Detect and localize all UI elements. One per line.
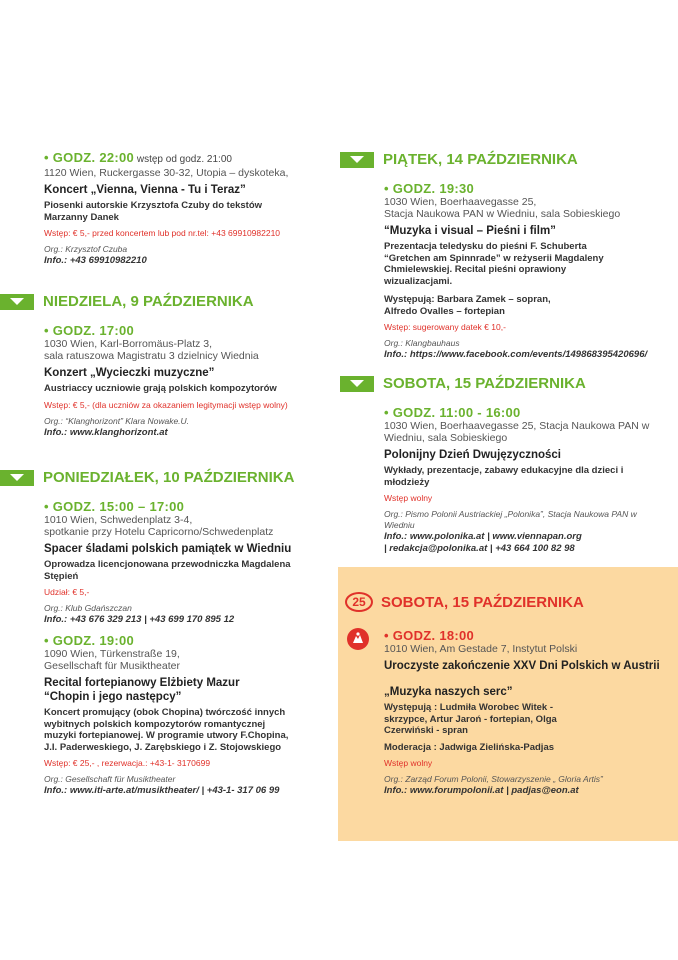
event-address-line1: 1030 Wien, Boerhaavegasse 25, (384, 196, 537, 208)
event-entry-fee: Wstęp: € 25,- , rezerwacja.: +43-1- 3170699 (44, 758, 211, 768)
event-zakonczenie (384, 628, 669, 797)
event-time: • GODZ. 15:00 – 17:00 (44, 499, 185, 514)
event-title: Koncert „Vienna, Vienna - Tu i Teraz” (44, 184, 246, 196)
day-header-sobota (340, 375, 586, 392)
event-entry-fee: Wstęp wolny (384, 493, 433, 503)
event-title: Uroczyste zakończenie XXV Dni Polskich w Austrii (384, 660, 660, 672)
event-address-line2: Gesellschaft für Musiktheater (44, 660, 180, 672)
event-description: Wykłady, prezentacje, zabawy edukacyjne dla dzieci i młodzieży (384, 465, 624, 488)
event-moderator: Moderacja : Jadwiga Zielińska-Padjas (384, 741, 555, 753)
event-info: Info.: +43 676 329 213 | +43 699 170 895 12 (44, 614, 235, 625)
event-organizer: Org.: Klangbauhaus (384, 338, 460, 348)
event-address-line1: 1090 Wien, Türkenstraße 19, (44, 648, 180, 660)
event-info: Info.: +43 69910982210 (44, 255, 147, 266)
event-time: • GODZ. 18:00 (384, 628, 475, 643)
event-info[interactable]: Info.: www.iti-arte.at/musiktheater/ | +43-1- 317 06 99 (44, 785, 280, 796)
event-entry-fee: Wstęp: sugerowany datek € 10,- (384, 322, 506, 332)
event-time: • GODZ. 19:30 (384, 181, 475, 196)
event-description: Oprowadza licencjonowana przewodniczka Magdalena Stępień (44, 559, 291, 582)
triangle-marker-icon (0, 470, 34, 486)
event-address-line1: 1030 Wien, Karl-Borromäus-Platz 3, (44, 338, 213, 350)
event-info[interactable]: Info.: https://www.facebook.com/events/149868395420696/ (384, 349, 648, 360)
event-subtitle: „Muzyka naszych serc” (384, 686, 513, 698)
day-header-label: PIĄTEK, 14 PAŹDZIERNIKA (383, 151, 578, 168)
triangle-marker-icon (340, 152, 374, 168)
day-header-label: SOBOTA, 15 PAŹDZIERNIKA (381, 593, 584, 611)
event-address: 1010 Wien, Am Gestade 7, Instytut Polski (384, 643, 578, 655)
event-time: • GODZ. 22:00 wstęp od godz. 21:00 (44, 150, 232, 165)
event-wycieczki-muzyczne (44, 323, 329, 439)
event-address: 1030 Wien, Boerhaavegasse 25, Stacja Naukowa PAN w Wiedniu, sala Sobieskiego (384, 420, 650, 444)
event-title: “Muzyka i visual – Pieśni i film” (384, 225, 556, 237)
event-address-line2: Stacja Naukowa PAN w Wiedniu, sala Sobieskiego (384, 208, 621, 220)
event-description: Piosenki autorskie Krzysztofa Czuby do tekstów Marzanny Danek (44, 200, 263, 223)
event-description: Prezentacja teledysku do pieśni F. Schuberta “Gretchen am Spinnrade” w reżyserii Magdaleny Chmielewskiej. Recital pieśni oprawiony wizualizacjami. (384, 241, 604, 287)
event-address-line1: 1010 Wien, Schwedenplatz 3-4, (44, 514, 193, 526)
day-header-label: SOBOTA, 15 PAŹDZIERNIKA (383, 375, 586, 392)
event-organizer: Org.: “Klanghorizont” Klara Nowake.U. (44, 415, 190, 426)
triangle-marker-icon (340, 376, 374, 392)
event-performers: Występują : Ludmiła Worobec Witek - skrzypce, Artur Jaroń - fortepian, Olga Czerwiński - spran (384, 702, 557, 736)
event-entry-fee: Wstęp wolny (384, 758, 433, 768)
event-time: • GODZ. 19:00 (44, 633, 135, 648)
event-description: Austriaccy uczniowie grają polskich kompozytorów (44, 383, 277, 394)
event-spacer (44, 499, 329, 626)
festival-logo-icon (347, 628, 369, 650)
event-info[interactable]: Info.: www.forumpolonii.at | padjas@eon.at (384, 785, 579, 796)
event-description: Koncert promujący (obok Chopina) twórczość innych wybitnych polskich kompozytorów romantycznej muzyki fortepianowej. W programie utwory F.Chopina, J.I. Paderweskiego, J. Zarębskiego i Z. Stojowskiego (44, 707, 289, 753)
event-time: • GODZ. 11:00 - 16:00 (384, 405, 521, 420)
event-address: 1120 Wien, Ruckergasse 30-32, Utopia – dyskoteka, (44, 167, 289, 179)
event-organizer: Org.: Zarząd Forum Polonii, Stowarzyszenie „ Gloria Artis” (384, 774, 603, 784)
event-koncert-vienna (44, 150, 329, 267)
event-title: Polonijny Dzień Dwujęzyczności (384, 449, 562, 461)
event-recital-mazur (44, 633, 329, 797)
day-header-piatek (340, 151, 578, 168)
day-header-label: PONIEDZIAŁEK, 10 PAŹDZIERNIKA (43, 469, 295, 486)
event-info[interactable]: Info.: www.klanghorizont.at (44, 426, 168, 438)
event-entry-fee: Wstęp: € 5,- przed koncertem lub pod nr.tel: +43 69910982210 (44, 228, 281, 238)
anniversary-badge-icon: 25 (345, 592, 373, 612)
day-header-label: NIEDZIELA, 9 PAŹDZIERNIKA (43, 293, 254, 310)
event-performers: Występują: Barbara Zamek – sopran, Alfredo Ovalles – fortepian (384, 294, 551, 317)
event-organizer: Org.: Pismo Polonii Austriackiej „Polonika”, Stacja Naukowa PAN w Wiedniu (384, 509, 637, 530)
day-header-sobota-highlight (345, 592, 584, 612)
event-entry-fee: Wstęp: € 5,- (dla uczniów za okazaniem legitymacji wstęp wolny) (44, 399, 288, 410)
day-header-niedziela (0, 293, 254, 310)
event-address-line2: sala ratuszowa Magistratu 3 dzielnicy Wiednia (44, 350, 259, 362)
event-dzien-dwujezycznosci (384, 405, 664, 555)
event-info[interactable]: Info.: www.polonika.at | www.viennapan.org | redakcja@polonika.at | +43 664 100 82 98 (384, 531, 582, 554)
event-title: Recital fortepianowy Elżbiety Mazur (44, 677, 240, 689)
event-time: • GODZ. 17:00 (44, 323, 135, 338)
event-time-note: wstęp od godz. 21:00 (134, 154, 232, 165)
day-header-poniedzialek (0, 469, 294, 486)
triangle-marker-icon (0, 294, 34, 310)
event-entry-fee: Udział: € 5,- (44, 587, 90, 597)
event-organizer: Org.: Klub Gdańszczan (44, 603, 132, 613)
event-title: Konzert „Wycieczki muzyczne” (44, 367, 215, 379)
event-muzyka-visual (384, 181, 664, 361)
event-title: Spacer śladami polskich pamiątek w Wiedniu (44, 543, 292, 555)
event-organizer: Org.: Krzysztof Czuba (44, 244, 128, 254)
event-organizer: Org.: Gesellschaft für Musiktheater (44, 774, 176, 784)
event-subtitle: “Chopin i jego następcy” (44, 691, 182, 703)
event-address-line2: spotkanie przy Hotelu Capricorno/Schwedenplatz (44, 526, 274, 538)
